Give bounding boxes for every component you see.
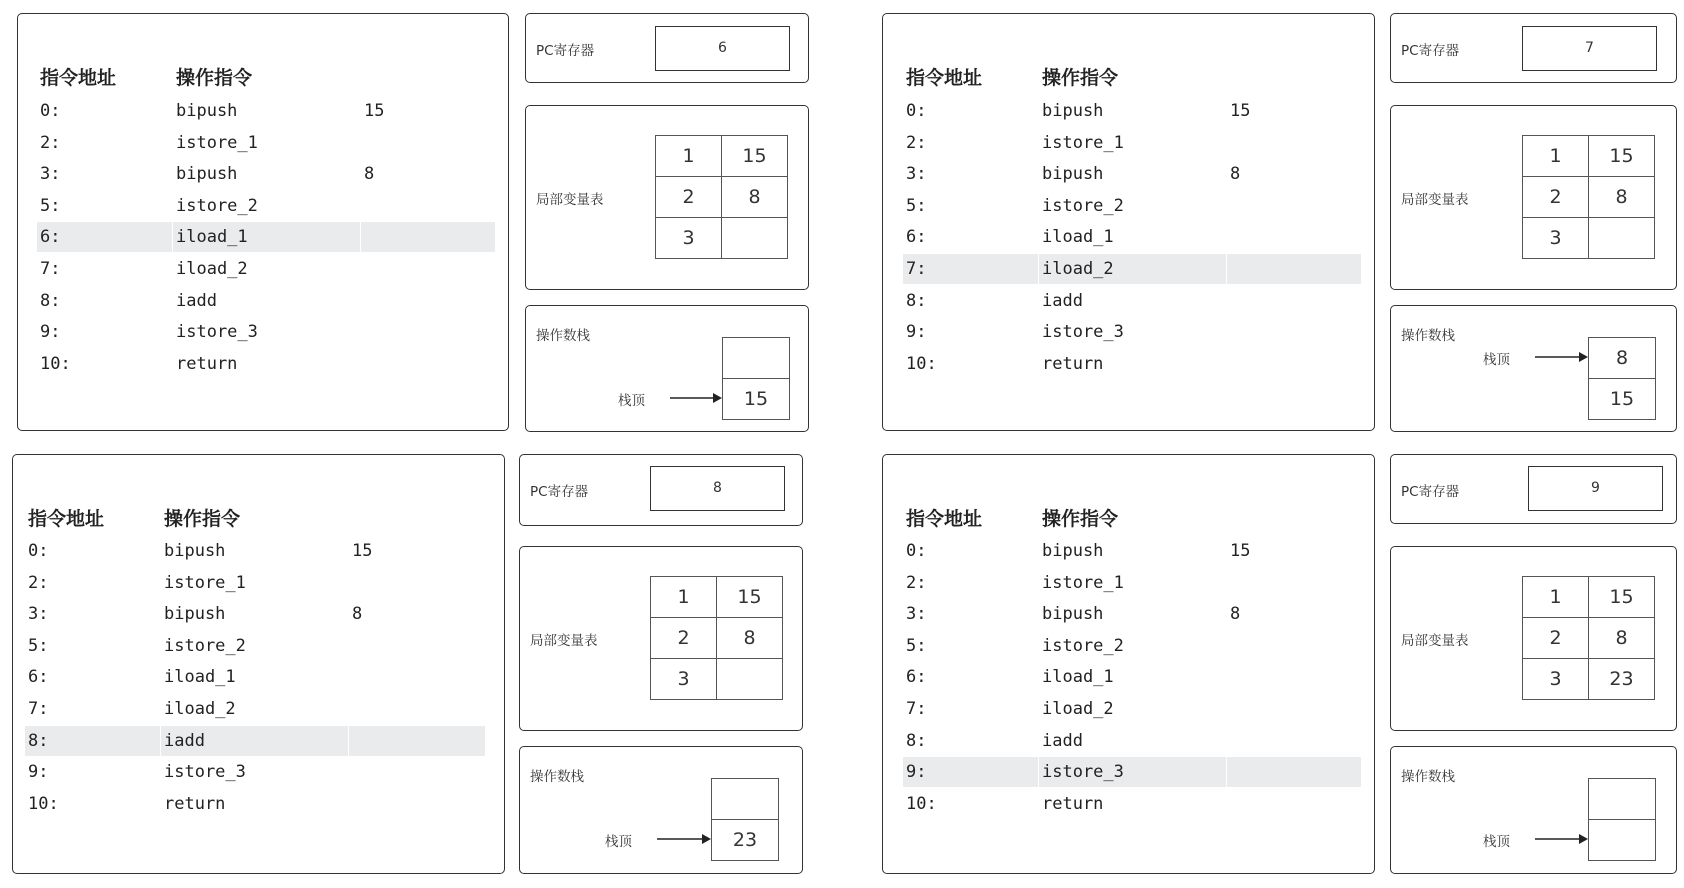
instruction-opcode: bipush <box>164 541 226 561</box>
stack-top-label: 栈顶 <box>1483 834 1510 850</box>
instruction-address: 0: <box>28 541 49 561</box>
instruction-opcode: iload_2 <box>164 699 236 719</box>
instruction-opcode: istore_1 <box>1042 572 1124 593</box>
current-instruction-highlight <box>25 726 485 756</box>
instruction-address: 6: <box>906 227 927 248</box>
stack-slot: 23 <box>712 820 779 861</box>
local-variable-table <box>655 135 788 259</box>
instruction-address: 6: <box>40 227 61 248</box>
operand-stack <box>1588 778 1656 861</box>
stack-top-label: 栈顶 <box>1483 352 1510 368</box>
stack-slot: 8 <box>1589 338 1656 379</box>
instruction-address: 3: <box>40 164 61 185</box>
stack-slot: 15 <box>1589 379 1656 420</box>
local-slot-index: 2 <box>651 618 717 659</box>
highlight-divider <box>172 222 173 252</box>
stack-slot <box>1589 779 1656 820</box>
local-slot-value: 8 <box>1589 177 1655 218</box>
stack-top-label: 栈顶 <box>618 393 645 409</box>
local-slot-value: 8 <box>1589 618 1655 659</box>
operand-stack-label: 操作数栈 <box>530 769 584 785</box>
stack-slot <box>723 338 790 379</box>
pc-register-label: PC寄存器 <box>530 484 589 500</box>
address-header: 指令地址 <box>906 67 983 89</box>
instruction-opcode: bipush <box>164 604 226 625</box>
local-slot-index: 1 <box>656 136 722 177</box>
stack-slot <box>712 779 779 820</box>
highlight-divider <box>1038 254 1039 284</box>
instruction-operand: 15 <box>1230 541 1251 561</box>
highlight-divider <box>348 726 349 756</box>
operation-header: 操作指令 <box>1042 508 1119 530</box>
instruction-address: 7: <box>28 699 49 719</box>
instruction-opcode: iload_1 <box>164 667 236 688</box>
instruction-operand: 8 <box>364 164 375 185</box>
instruction-opcode: return <box>176 353 238 374</box>
instruction-opcode: iload_1 <box>1042 667 1114 688</box>
instruction-address: 8: <box>906 290 927 311</box>
instruction-address: 2: <box>28 572 49 593</box>
instruction-address: 3: <box>28 604 49 625</box>
instruction-address: 5: <box>906 635 927 656</box>
instruction-opcode: istore_3 <box>1042 322 1124 343</box>
instruction-address: 2: <box>906 132 927 153</box>
stack-top-label: 栈顶 <box>605 834 632 850</box>
instruction-address: 6: <box>28 667 49 688</box>
instruction-opcode: istore_1 <box>176 132 258 153</box>
instruction-opcode: iload_2 <box>1042 699 1114 719</box>
current-instruction-highlight <box>903 254 1361 284</box>
stack-slot <box>1589 820 1656 861</box>
instruction-address: 6: <box>906 667 927 688</box>
highlight-divider <box>1226 757 1227 787</box>
instruction-address: 10: <box>40 353 71 374</box>
instruction-opcode: iadd <box>1042 730 1083 751</box>
local-slot-index: 3 <box>656 218 722 259</box>
local-slot-value <box>1589 218 1655 259</box>
instruction-opcode: istore_3 <box>1042 762 1124 783</box>
local-variable-label: 局部变量表 <box>536 192 604 208</box>
pc-register-label: PC寄存器 <box>1401 43 1460 59</box>
instruction-opcode: iadd <box>1042 290 1083 311</box>
instruction-opcode: iload_2 <box>1042 259 1114 279</box>
local-slot-index: 3 <box>1523 659 1589 700</box>
instruction-address: 9: <box>906 762 927 783</box>
instruction-address: 10: <box>28 793 59 814</box>
instruction-address: 7: <box>40 259 61 279</box>
local-slot-index: 1 <box>1523 577 1589 618</box>
instruction-opcode: iadd <box>176 290 217 311</box>
instruction-opcode: istore_2 <box>176 195 258 216</box>
local-slot-index: 1 <box>1523 136 1589 177</box>
local-slot-value: 15 <box>1589 577 1655 618</box>
local-slot-value: 15 <box>722 136 788 177</box>
instruction-operand: 8 <box>352 604 363 625</box>
instruction-opcode: return <box>1042 793 1104 814</box>
instruction-opcode: iadd <box>164 730 205 751</box>
highlight-divider <box>1226 254 1227 284</box>
local-slot-index: 3 <box>1523 218 1589 259</box>
instruction-opcode: istore_1 <box>164 572 246 593</box>
operand-stack-label: 操作数栈 <box>1401 328 1455 344</box>
stack-top-arrow-icon <box>1535 833 1590 845</box>
instruction-opcode: istore_2 <box>164 635 246 656</box>
address-header: 指令地址 <box>906 508 983 530</box>
instruction-opcode: istore_1 <box>1042 132 1124 153</box>
local-slot-index: 2 <box>656 177 722 218</box>
instruction-opcode: bipush <box>1042 164 1104 185</box>
local-slot-value: 15 <box>717 577 783 618</box>
highlight-divider <box>360 222 361 252</box>
instruction-opcode: istore_2 <box>1042 635 1124 656</box>
instruction-address: 9: <box>906 322 927 343</box>
pc-register-value: 9 <box>1528 466 1663 511</box>
local-variable-table <box>1522 135 1655 259</box>
instruction-address: 5: <box>40 195 61 216</box>
stack-top-arrow-icon <box>657 833 713 845</box>
operand-stack <box>711 778 779 861</box>
pc-register-value: 7 <box>1522 26 1657 71</box>
stack-top-arrow-icon <box>670 392 724 404</box>
instruction-opcode: bipush <box>1042 541 1104 561</box>
instruction-address: 5: <box>28 635 49 656</box>
instruction-operand: 8 <box>1230 604 1241 625</box>
instruction-operand: 15 <box>352 541 373 561</box>
instruction-operand: 8 <box>1230 164 1241 185</box>
instruction-address: 2: <box>40 132 61 153</box>
instruction-address: 0: <box>40 101 61 121</box>
instruction-operand: 15 <box>364 101 385 121</box>
local-variable-label: 局部变量表 <box>530 633 598 649</box>
instruction-address: 8: <box>40 290 61 311</box>
instruction-address: 8: <box>906 730 927 751</box>
pc-register-value: 8 <box>650 466 785 511</box>
local-variable-table <box>1522 576 1655 700</box>
local-slot-value <box>717 659 783 700</box>
instruction-opcode: istore_3 <box>164 762 246 783</box>
local-slot-value: 23 <box>1589 659 1655 700</box>
instruction-address: 9: <box>28 762 49 783</box>
address-header: 指令地址 <box>28 508 105 530</box>
stack-slot: 15 <box>723 379 790 420</box>
local-slot-index: 3 <box>651 659 717 700</box>
current-instruction-highlight <box>37 222 495 252</box>
operand-stack <box>722 337 790 420</box>
local-slot-index: 2 <box>1523 177 1589 218</box>
instruction-opcode: return <box>1042 353 1104 374</box>
instruction-opcode: iload_1 <box>1042 227 1114 248</box>
local-slot-value <box>722 218 788 259</box>
instruction-opcode: return <box>164 793 226 814</box>
instruction-address: 9: <box>40 322 61 343</box>
instruction-opcode: iload_1 <box>176 227 248 248</box>
local-variable-table <box>650 576 783 700</box>
instruction-opcode: bipush <box>1042 604 1104 625</box>
stack-top-arrow-icon <box>1535 351 1590 363</box>
instruction-address: 2: <box>906 572 927 593</box>
instruction-opcode: bipush <box>176 164 238 185</box>
instruction-address: 0: <box>906 101 927 121</box>
operand-stack-label: 操作数栈 <box>1401 769 1455 785</box>
local-slot-index: 2 <box>1523 618 1589 659</box>
instruction-address: 10: <box>906 793 937 814</box>
instruction-address: 3: <box>906 164 927 185</box>
instruction-operand: 15 <box>1230 101 1251 121</box>
local-variable-label: 局部变量表 <box>1401 633 1469 649</box>
address-header: 指令地址 <box>40 67 117 89</box>
local-slot-index: 1 <box>651 577 717 618</box>
local-slot-value: 8 <box>722 177 788 218</box>
local-slot-value: 8 <box>717 618 783 659</box>
local-variable-label: 局部变量表 <box>1401 192 1469 208</box>
instruction-address: 5: <box>906 195 927 216</box>
pc-register-label: PC寄存器 <box>1401 484 1460 500</box>
instruction-address: 7: <box>906 259 927 279</box>
operation-header: 操作指令 <box>176 67 253 89</box>
instruction-opcode: istore_3 <box>176 322 258 343</box>
highlight-divider <box>1038 757 1039 787</box>
instruction-address: 10: <box>906 353 937 374</box>
current-instruction-highlight <box>903 757 1361 787</box>
instruction-address: 8: <box>28 730 49 751</box>
instruction-address: 7: <box>906 699 927 719</box>
operand-stack <box>1588 337 1656 420</box>
operation-header: 操作指令 <box>1042 67 1119 89</box>
highlight-divider <box>160 726 161 756</box>
operation-header: 操作指令 <box>164 508 241 530</box>
instruction-address: 0: <box>906 541 927 561</box>
instruction-opcode: bipush <box>176 101 238 121</box>
instruction-opcode: istore_2 <box>1042 195 1124 216</box>
operand-stack-label: 操作数栈 <box>536 328 590 344</box>
instruction-opcode: bipush <box>1042 101 1104 121</box>
instruction-address: 3: <box>906 604 927 625</box>
local-slot-value: 15 <box>1589 136 1655 177</box>
pc-register-label: PC寄存器 <box>536 43 595 59</box>
instruction-opcode: iload_2 <box>176 259 248 279</box>
pc-register-value: 6 <box>655 26 790 71</box>
